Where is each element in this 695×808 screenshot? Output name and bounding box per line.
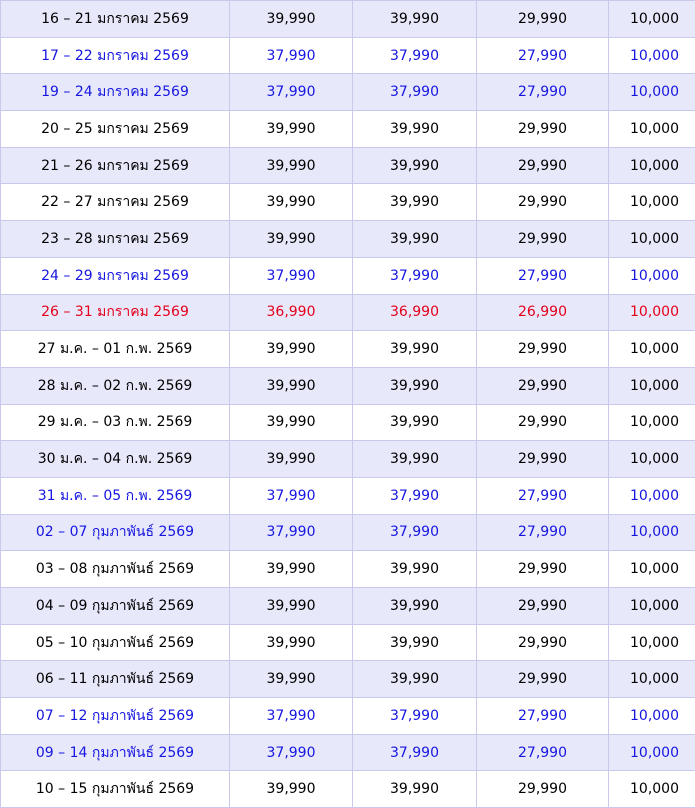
price-child-bed-cell: 39,990: [353, 367, 477, 404]
price-child-no-bed-cell: 27,990: [477, 477, 609, 514]
price-child-bed-cell: 37,990: [353, 477, 477, 514]
travel-date-cell: 05 – 10 กุมภาพันธ์ 2569: [1, 624, 230, 661]
travel-date-cell: 28 ม.ค. – 02 ก.พ. 2569: [1, 367, 230, 404]
price-adult-twin-cell: 39,990: [230, 771, 353, 808]
price-adult-twin-cell: 37,990: [230, 514, 353, 551]
price-child-no-bed-cell: 29,990: [477, 331, 609, 368]
table-row: [1, 74, 695, 111]
price-single-supplement-cell: 10,000: [609, 367, 695, 404]
price-single-supplement-cell: 10,000: [609, 74, 695, 111]
price-child-no-bed-cell: 29,990: [477, 661, 609, 698]
travel-date-cell: 09 – 14 กุมภาพันธ์ 2569: [1, 734, 230, 771]
price-child-no-bed-cell: 27,990: [477, 514, 609, 551]
price-child-bed-cell: 39,990: [353, 404, 477, 441]
price-single-supplement-cell: 10,000: [609, 661, 695, 698]
price-child-no-bed-cell: 29,990: [477, 624, 609, 661]
price-adult-twin-cell: 37,990: [230, 74, 353, 111]
price-child-bed-cell: 37,990: [353, 37, 477, 74]
price-adult-twin-cell: 39,990: [230, 111, 353, 148]
price-adult-twin-cell: 39,990: [230, 1, 353, 38]
price-child-no-bed-cell: 29,990: [477, 588, 609, 625]
price-adult-twin-cell: 39,990: [230, 661, 353, 698]
price-single-supplement-cell: 10,000: [609, 514, 695, 551]
price-child-bed-cell: 39,990: [353, 111, 477, 148]
price-child-no-bed-cell: 29,990: [477, 367, 609, 404]
travel-date-cell: 27 ม.ค. – 01 ก.พ. 2569: [1, 331, 230, 368]
price-child-bed-cell: 39,990: [353, 331, 477, 368]
price-adult-twin-cell: 37,990: [230, 698, 353, 735]
price-single-supplement-cell: 10,000: [609, 184, 695, 221]
table-row: [1, 588, 695, 625]
price-adult-twin-cell: 39,990: [230, 624, 353, 661]
price-single-supplement-cell: 10,000: [609, 147, 695, 184]
price-adult-twin-cell: 37,990: [230, 257, 353, 294]
price-adult-twin-cell: 39,990: [230, 331, 353, 368]
travel-date-cell: 17 – 22 มกราคม 2569: [1, 37, 230, 74]
table-row: [1, 1, 695, 38]
price-child-no-bed-cell: 29,990: [477, 184, 609, 221]
travel-date-cell: 16 – 21 มกราคม 2569: [1, 1, 230, 38]
price-child-bed-cell: 37,990: [353, 74, 477, 111]
table-row: [1, 698, 695, 735]
travel-date-cell: 20 – 25 มกราคม 2569: [1, 111, 230, 148]
price-child-no-bed-cell: 29,990: [477, 551, 609, 588]
travel-date-cell: 23 – 28 มกราคม 2569: [1, 221, 230, 258]
travel-date-cell: 26 – 31 มกราคม 2569: [1, 294, 230, 331]
table-row: [1, 37, 695, 74]
travel-date-cell: 06 – 11 กุมภาพันธ์ 2569: [1, 661, 230, 698]
table-row: [1, 367, 695, 404]
price-child-no-bed-cell: 29,990: [477, 1, 609, 38]
table-row: [1, 404, 695, 441]
price-single-supplement-cell: 10,000: [609, 588, 695, 625]
price-adult-twin-cell: 36,990: [230, 294, 353, 331]
price-single-supplement-cell: 10,000: [609, 331, 695, 368]
price-child-no-bed-cell: 27,990: [477, 37, 609, 74]
table-row: [1, 661, 695, 698]
price-single-supplement-cell: 10,000: [609, 1, 695, 38]
price-child-no-bed-cell: 29,990: [477, 404, 609, 441]
table-row: [1, 624, 695, 661]
price-child-bed-cell: 39,990: [353, 441, 477, 478]
price-child-no-bed-cell: 29,990: [477, 441, 609, 478]
price-single-supplement-cell: 10,000: [609, 734, 695, 771]
price-child-bed-cell: 37,990: [353, 734, 477, 771]
price-single-supplement-cell: 10,000: [609, 294, 695, 331]
price-single-supplement-cell: 10,000: [609, 624, 695, 661]
price-child-bed-cell: 39,990: [353, 588, 477, 625]
travel-date-cell: 19 – 24 มกราคม 2569: [1, 74, 230, 111]
table-row: [1, 514, 695, 551]
price-child-no-bed-cell: 29,990: [477, 221, 609, 258]
price-child-bed-cell: 37,990: [353, 257, 477, 294]
table-row: [1, 184, 695, 221]
price-single-supplement-cell: 10,000: [609, 37, 695, 74]
price-single-supplement-cell: 10,000: [609, 111, 695, 148]
price-table-body: [1, 1, 695, 808]
price-adult-twin-cell: 39,990: [230, 588, 353, 625]
table-row: [1, 477, 695, 514]
price-adult-twin-cell: 39,990: [230, 221, 353, 258]
price-child-no-bed-cell: 26,990: [477, 294, 609, 331]
price-child-bed-cell: 39,990: [353, 147, 477, 184]
price-single-supplement-cell: 10,000: [609, 771, 695, 808]
price-adult-twin-cell: 39,990: [230, 441, 353, 478]
price-adult-twin-cell: 39,990: [230, 551, 353, 588]
price-child-no-bed-cell: 29,990: [477, 111, 609, 148]
price-child-no-bed-cell: 27,990: [477, 734, 609, 771]
travel-date-cell: 30 ม.ค. – 04 ก.พ. 2569: [1, 441, 230, 478]
travel-date-cell: 31 ม.ค. – 05 ก.พ. 2569: [1, 477, 230, 514]
price-child-bed-cell: 39,990: [353, 221, 477, 258]
price-single-supplement-cell: 10,000: [609, 404, 695, 441]
price-single-supplement-cell: 10,000: [609, 257, 695, 294]
table-row: [1, 257, 695, 294]
table-row: [1, 331, 695, 368]
price-adult-twin-cell: 37,990: [230, 477, 353, 514]
price-adult-twin-cell: 39,990: [230, 147, 353, 184]
price-child-bed-cell: 39,990: [353, 771, 477, 808]
price-child-bed-cell: 39,990: [353, 624, 477, 661]
table-row: [1, 771, 695, 808]
price-child-no-bed-cell: 27,990: [477, 74, 609, 111]
price-child-bed-cell: 39,990: [353, 184, 477, 221]
travel-date-cell: 10 – 15 กุมภาพันธ์ 2569: [1, 771, 230, 808]
travel-date-cell: 21 – 26 มกราคม 2569: [1, 147, 230, 184]
table-row: [1, 551, 695, 588]
travel-date-cell: 24 – 29 มกราคม 2569: [1, 257, 230, 294]
travel-date-cell: 03 – 08 กุมภาพันธ์ 2569: [1, 551, 230, 588]
table-row: [1, 734, 695, 771]
price-child-bed-cell: 39,990: [353, 551, 477, 588]
price-single-supplement-cell: 10,000: [609, 698, 695, 735]
price-child-no-bed-cell: 27,990: [477, 698, 609, 735]
price-adult-twin-cell: 39,990: [230, 367, 353, 404]
table-row: [1, 147, 695, 184]
travel-date-cell: 22 – 27 มกราคม 2569: [1, 184, 230, 221]
price-child-bed-cell: 39,990: [353, 1, 477, 38]
price-child-no-bed-cell: 29,990: [477, 147, 609, 184]
table-row: [1, 221, 695, 258]
price-adult-twin-cell: 39,990: [230, 184, 353, 221]
price-child-bed-cell: 37,990: [353, 514, 477, 551]
price-child-bed-cell: 36,990: [353, 294, 477, 331]
table-row: [1, 294, 695, 331]
travel-date-cell: 02 – 07 กุมภาพันธ์ 2569: [1, 514, 230, 551]
price-adult-twin-cell: 37,990: [230, 37, 353, 74]
price-adult-twin-cell: 37,990: [230, 734, 353, 771]
price-child-bed-cell: 39,990: [353, 661, 477, 698]
price-child-bed-cell: 37,990: [353, 698, 477, 735]
price-adult-twin-cell: 39,990: [230, 404, 353, 441]
price-single-supplement-cell: 10,000: [609, 441, 695, 478]
price-single-supplement-cell: 10,000: [609, 551, 695, 588]
price-single-supplement-cell: 10,000: [609, 477, 695, 514]
travel-date-cell: 04 – 09 กุมภาพันธ์ 2569: [1, 588, 230, 625]
travel-date-cell: 29 ม.ค. – 03 ก.พ. 2569: [1, 404, 230, 441]
price-single-supplement-cell: 10,000: [609, 221, 695, 258]
table-row: [1, 441, 695, 478]
price-child-no-bed-cell: 27,990: [477, 257, 609, 294]
travel-date-cell: 07 – 12 กุมภาพันธ์ 2569: [1, 698, 230, 735]
table-row: [1, 111, 695, 148]
price-child-no-bed-cell: 29,990: [477, 771, 609, 808]
